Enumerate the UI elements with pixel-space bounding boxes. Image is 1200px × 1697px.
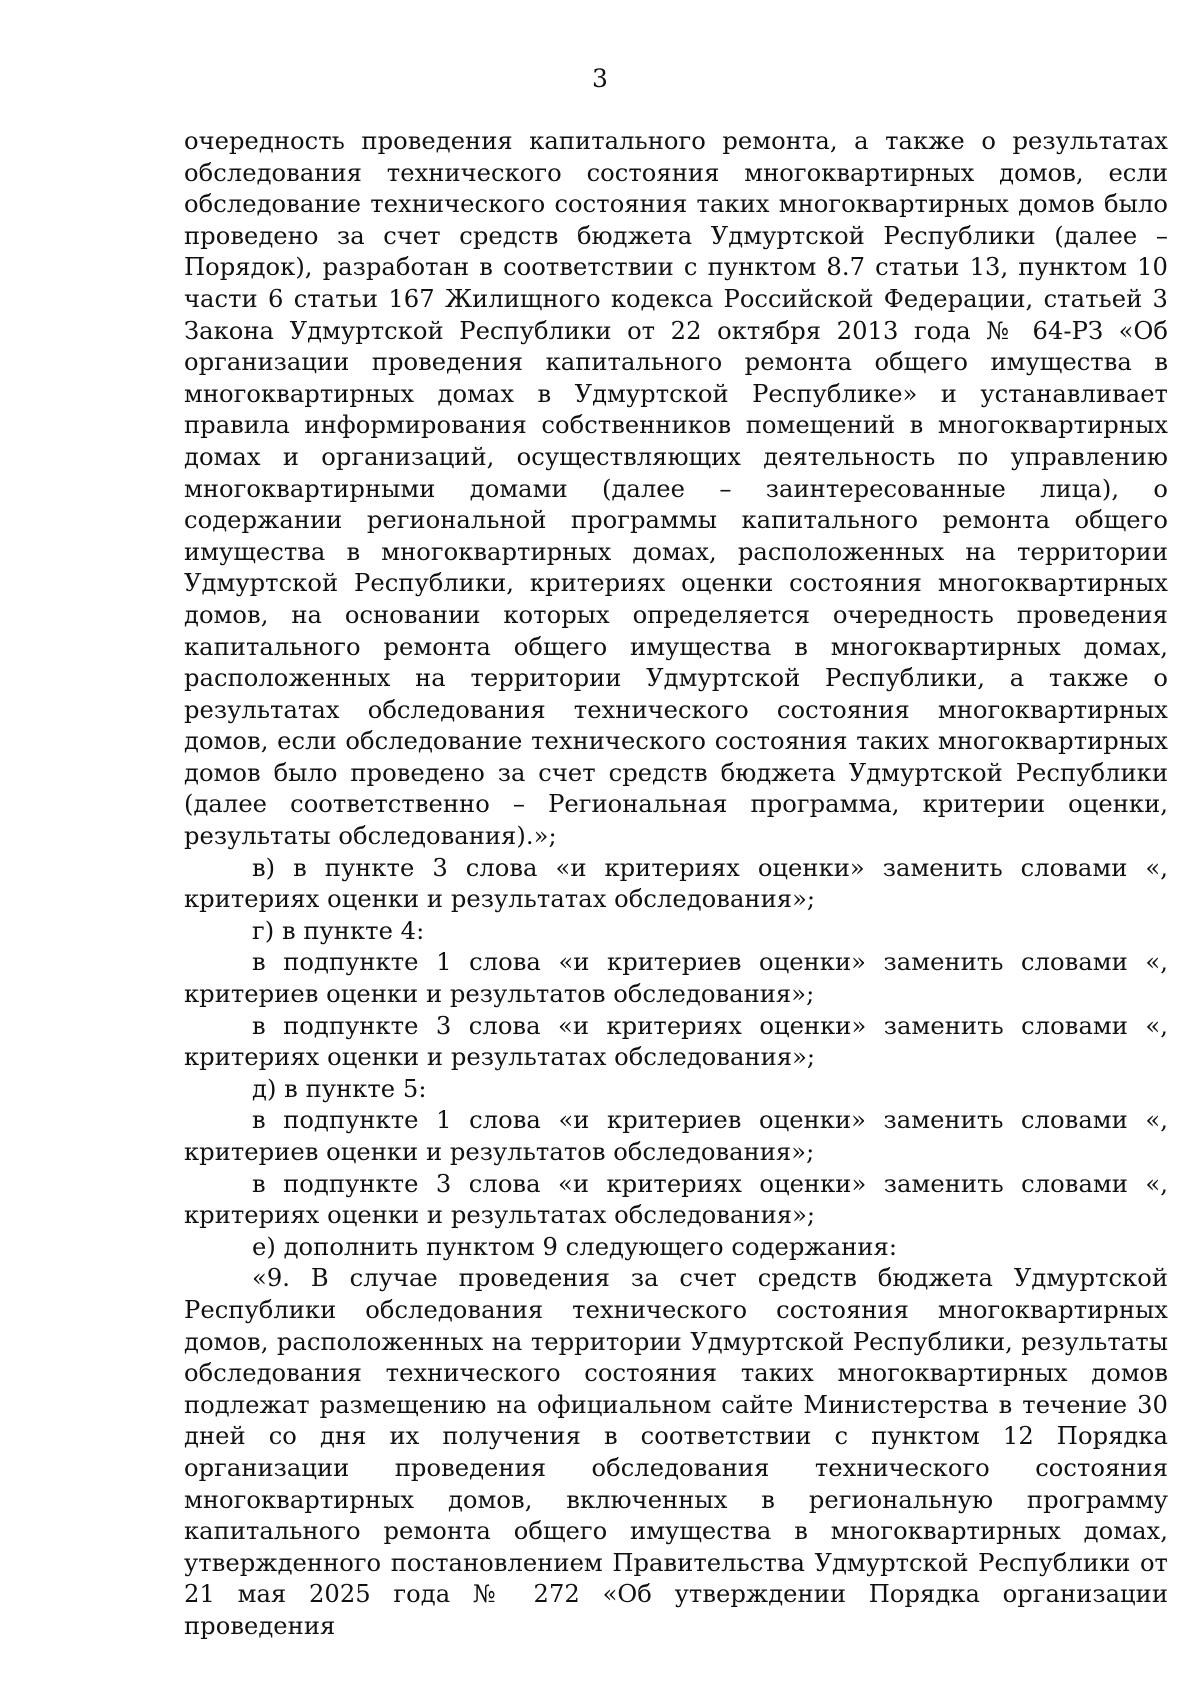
paragraph-item-g: г) в пункте 4:: [252, 916, 425, 945]
paragraph-point-9: «9. В случае проведения за счет средств бюджета Удмуртской Республики обследования технического состояния многоквартирных домов, расположенных на территории Удмуртской Республики, результаты обследования технического состояния таких многоквартирных домов подлежат размещению на официальном сайте Министерства в течение 30 дней со дня их получения в соответствии с пунктом 12 Порядка организации проведения обследования технического состояния многоквартирных домов, включенных в региональную программу капитального ремонта общего имущества в многоквартирных домах, утвержденного постановлением Правительства Удмуртской Республики от 21 мая 2025 года № 272 «Об утверждении Порядка организации проведения: [184, 1264, 1168, 1640]
paragraph-item-e: е) дополнить пунктом 9 следующего содержания:: [252, 1232, 898, 1261]
paragraph-item-d-sub3: в подпункте 3 слова «и критериях оценки» заменить словами «, критериях оценки и результатах обследования»;: [184, 1169, 1168, 1230]
paragraph-item-d: д) в пункте 5:: [252, 1074, 427, 1103]
paragraph-item-g-sub1: в подпункте 1 слова «и критериев оценки» заменить словами «, критериев оценки и результатов обследования»;: [184, 948, 1168, 1009]
paragraph-item-g-sub3: в подпункте 3 слова «и критериях оценки» заменить словами «, критериях оценки и результатах обследования»;: [184, 1011, 1168, 1072]
page-number: 3: [592, 64, 608, 93]
paragraph-order-description: очередность проведения капитального ремонта, а также о результатах обследования технического состояния многоквартирных домов, если обследование технического состояния таких многоквартирных домов было проведено за счет средств бюджета Удмуртской Республики (далее – Порядок), разработан в соответствии с пунктом 8.7 статьи 13, пунктом 10 части 6 статьи 167 Жилищного кодекса Российской Федерации, статьей 3 Закона Удмуртской Республики от 22 октября 2013 года № 64-РЗ «Об организации проведения капитального ремонта общего имущества в многоквартирных домах в Удмуртской Республике» и устанавливает правила информирования собственников помещений в многоквартирных домах и организаций, осуществляющих деятельность по управлению многоквартирными домами (далее – заинтересованные лица), о содержании региональной программы капитального ремонта общего имущества в многоквартирных домах, расположенных на территории Удмуртской Республики, критериях оценки состояния многоквартирных домов, на основании которых определяется очередность проведения капитального ремонта общего имущества в многоквартирных домах, расположенных на территории Удмуртской Республики, а также о результатах обследования технического состояния многоквартирных домов, если обследование технического состояния таких многоквартирных домов было проведено за счет средств бюджета Удмуртской Республики (далее соответственно – Региональная программа, критерии оценки, результаты обследования).»;: [184, 127, 1168, 851]
paragraph-item-v: в) в пункте 3 слова «и критериях оценки» заменить словами «, критериях оценки и результатах обследования»;: [184, 853, 1168, 914]
paragraph-item-d-sub1: в подпункте 1 слова «и критериев оценки» заменить словами «, критериев оценки и результатов обследования»;: [184, 1106, 1168, 1166]
document-body: [184, 126, 1168, 1643]
